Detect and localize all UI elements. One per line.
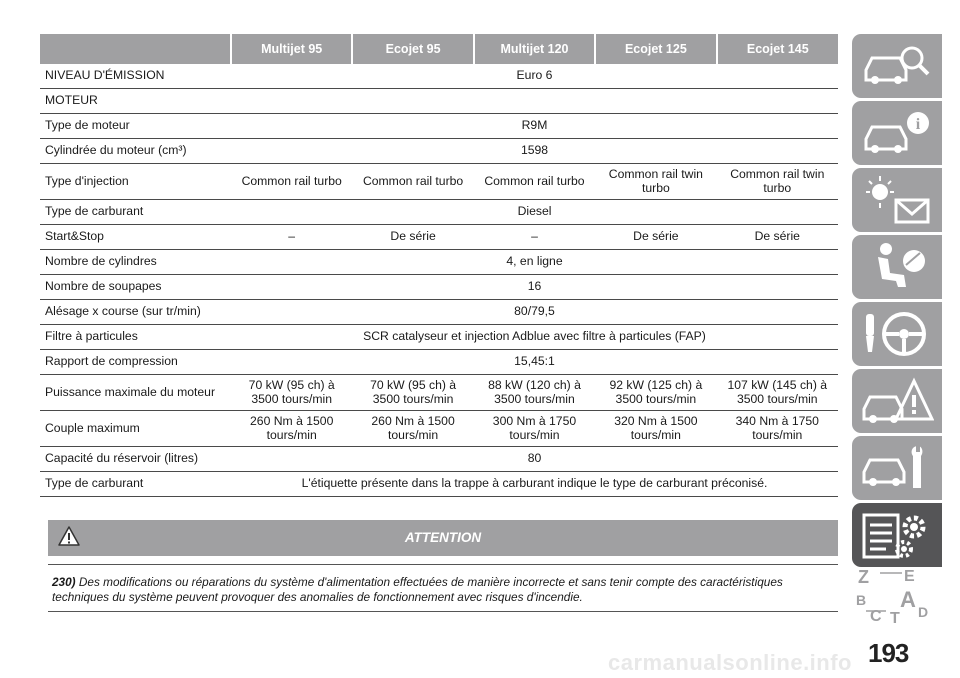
warning-lights-icon [860,174,934,226]
tab-starting-driving[interactable] [852,302,942,366]
row-cell: Common rail twin turbo [717,164,838,200]
row-cell: 260 Nm à 1500 tours/min [231,411,352,447]
table-row [40,225,838,250]
tab-emergency[interactable] [852,369,942,433]
page-number: 193 [868,638,909,668]
svg-text:A: A [900,587,916,612]
table-row [40,447,838,472]
car-search-icon [860,40,934,92]
header-multijet-95: Multijet 95 [231,34,352,64]
warning-number: 230) [52,575,76,589]
row-label: Type de moteur [40,114,231,139]
warning-text: Des modifications ou réparations du système d'alimentation effectuées de manière incorrecte et sans tenir compte des caractéristiques techniques du système peuvent provoquer des anomalies de fonctionnement avec risques d'incendie. [52,575,783,604]
table-row [40,114,838,139]
row-label: Filtre à particules [40,325,231,350]
svg-text:E: E [904,568,915,585]
svg-text:B: B [856,592,867,608]
header-multijet-120: Multijet 120 [474,34,595,64]
table-row [40,375,838,411]
row-cell: 260 Nm à 1500 tours/min [352,411,473,447]
row-label: Start&Stop [40,225,231,250]
tab-technical-data[interactable] [852,503,942,567]
steering-key-icon [860,308,934,360]
row-cell: 88 kW (120 ch) à 3500 tours/min [474,375,595,411]
row-cell: Common rail twin turbo [595,164,716,200]
row-label: Type de carburant [40,200,231,225]
row-value: 1598 [231,139,838,164]
header-ecojet-145: Ecojet 145 [717,34,838,64]
tab-car-knowledge[interactable] [852,34,942,98]
row-cell: – [231,225,352,250]
row-value: R9M [231,114,838,139]
row-label: Capacité du réservoir (litres) [40,447,231,472]
row-label: Nombre de cylindres [40,250,231,275]
row-value: 80 [231,447,838,472]
row-cell: Common rail turbo [231,164,352,200]
row-label: Nombre de soupapes [40,275,231,300]
row-value: 16 [231,275,838,300]
header-blank [40,34,231,64]
row-value: Diesel [231,200,838,225]
row-value: 15,45:1 [231,350,838,375]
specs-gear-icon [860,509,934,561]
warning-header [48,520,838,556]
row-cell: De série [352,225,473,250]
tab-safety[interactable] [852,235,942,299]
row-value: Euro 6 [231,64,838,89]
table-row [40,300,838,325]
row-label: Alésage x course (sur tr/min) [40,300,231,325]
row-cell: 300 Nm à 1750 tours/min [474,411,595,447]
table-row [40,139,838,164]
row-value: L'étiquette présente dans la trappe à carburant indique le type de carburant préconisé. [231,472,838,497]
row-cell: De série [717,225,838,250]
tab-safety-info[interactable] [852,101,942,165]
car-info-icon [860,107,934,159]
row-label: Couple maximum [40,411,231,447]
row-label: MOTEUR [40,89,231,114]
tab-maintenance[interactable] [852,436,942,500]
row-cell: 70 kW (95 ch) à 3500 tours/min [352,375,473,411]
airbag-seat-icon [860,241,934,293]
alphabetical-index-icon[interactable] [856,565,942,625]
table-row [40,350,838,375]
table-row [40,64,838,89]
car-breakdown-icon [860,375,934,427]
row-cell: 107 kW (145 ch) à 3500 tours/min [717,375,838,411]
warning-body [48,564,838,612]
table-row [40,325,838,350]
table-row [40,250,838,275]
svg-text:i: i [915,116,921,133]
row-value [231,89,838,114]
row-label: Type de carburant [40,472,231,497]
header-ecojet-95: Ecojet 95 [352,34,473,64]
row-cell: 70 kW (95 ch) à 3500 tours/min [231,375,352,411]
row-label: Type d'injection [40,164,231,200]
row-value: 4, en ligne [231,250,838,275]
svg-text:D: D [918,604,929,620]
row-cell: 320 Nm à 1500 tours/min [595,411,716,447]
row-value: SCR catalyseur et injection Adblue avec filtre à particules (FAP) [231,325,838,350]
row-label: Rapport de compression [40,350,231,375]
table-header-row [40,34,838,64]
row-value: 80/79,5 [231,300,838,325]
row-label: Puissance maximale du moteur [40,375,231,411]
spec-table [40,34,838,497]
row-cell: – [474,225,595,250]
header-ecojet-125: Ecojet 125 [595,34,716,64]
row-label: Cylindrée du moteur (cm³) [40,139,231,164]
row-cell: 340 Nm à 1750 tours/min [717,411,838,447]
table-row [40,472,838,497]
table-row [40,411,838,447]
table-row [40,200,838,225]
car-service-wrench-icon [860,442,934,494]
warning-title: ATTENTION [404,530,482,545]
row-cell: De série [595,225,716,250]
row-cell: Common rail turbo [474,164,595,200]
tab-warning-lights[interactable] [852,168,942,232]
svg-text:Z: Z [858,567,869,587]
table-row [40,275,838,300]
table-row [40,89,838,114]
table-row [40,164,838,200]
svg-text:C: C [870,608,882,625]
row-label: NIVEAU D'ÉMISSION [40,64,231,89]
row-cell: 92 kW (125 ch) à 3500 tours/min [595,375,716,411]
row-cell: Common rail turbo [352,164,473,200]
watermark: carmanualsonline.info [608,650,852,675]
svg-text:T: T [890,610,900,625]
